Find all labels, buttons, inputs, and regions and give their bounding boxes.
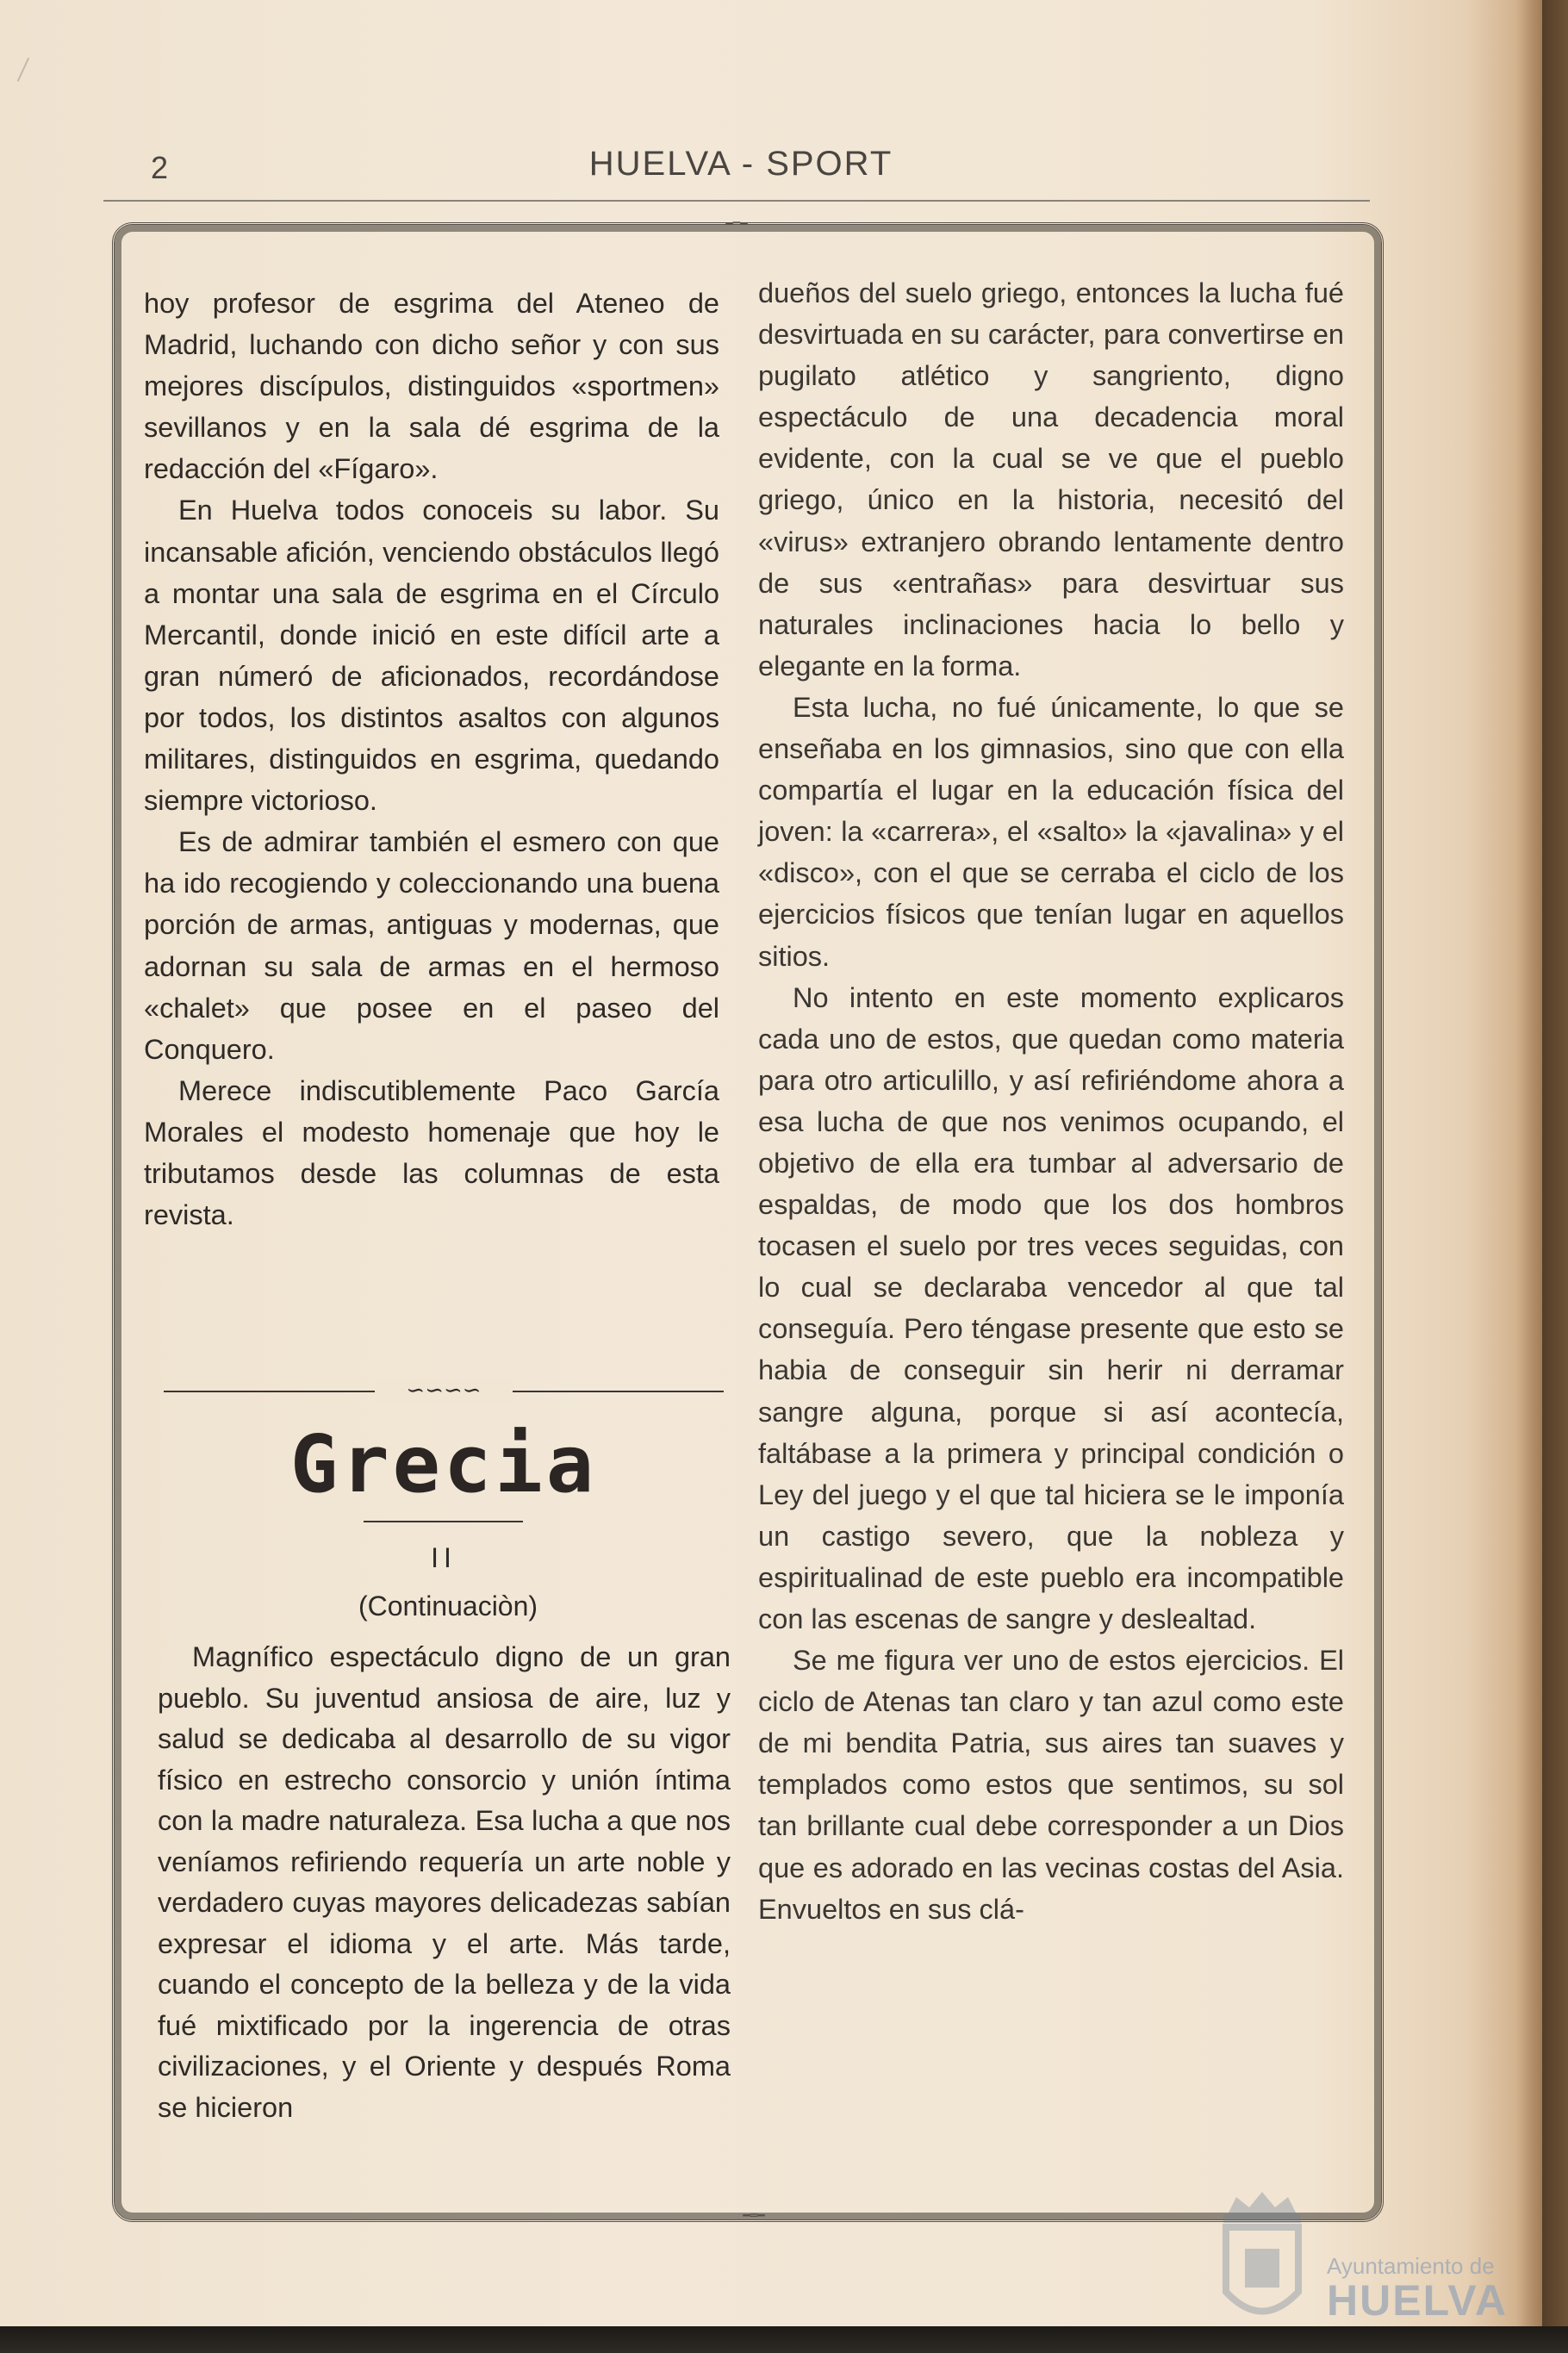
watermark [1327, 2253, 1509, 2325]
title-rule [364, 1521, 523, 1522]
paragraph: No intento en este momento explicaros cada uno de estos, que quedan como materia para otro articulillo, y así refiriéndome ahora a esa lucha de que nos venimos ocupando, el objetivo de ella era tumbar al adversario de espaldas, de modo que los dos hombros tocasen el suelo por tres veces seguidas, con lo cual se declaraba vencedor al que tal conseguía. Pero téngase presente que esto se habia de conseguir sin herir ni derramar sangre alguna, porque si así acontecía, faltábase a la primera y principal condición o Ley del juego y el que tal hiciera se le imponía un castigo severo, que la nobleza y espiritualinad de este pueblo era incompatible con las escenas de sangre y deslealtad. [758, 981, 1344, 1634]
paragraph: Magnífico espectáculo digno de un gran pueblo. Su juventud ansiosa de aire, luz y salud se dedicaba al desarrollo de su vigor físico en estrecho consorcio y unión íntima con la madre naturaleza. Esa lucha a que nos veníamos refiriendo requería un arte noble y verdadero cuyas mayores delicadezas sabían expresar el idioma y el arte. Más tarde, cuando el concepto de la belleza y de la vida fué mixtificado por la ingerencia de otras civilizaciones, y el Oriente y después Roma se hicieron [158, 1641, 731, 2123]
pencil-mark [17, 58, 46, 89]
separator-ornament: ∽∽∽∽ [375, 1379, 513, 1402]
page-number: 2 [151, 150, 169, 185]
article-right-text [758, 272, 1344, 1930]
watermark-line1: Ayuntamiento de [1327, 2253, 1495, 2279]
frame-ornament-bottom: ━═━ [743, 2209, 765, 2223]
paragraph: Se me figura ver uno de estos ejercicios. El ciclo de Atenas tan claro y tan azul como este de mi bendita Patria, sus aires tan suaves y templados como estos que sentimos, su sol tan brillante cual debe corresponder a un Dios que es adorado en las vecinas costas del Asia. Envueltos en sus clá- [758, 1645, 1344, 1925]
city-seal-icon [1210, 2180, 1314, 2335]
paragraph: Es de admirar también el esmero con que ha ido recogiendo y coleccionando una buena porción de armas, antiguas y modernas, que adornan su sala de armas en el hermoso «chalet» que posee en el paseo del Conquero. [144, 826, 719, 1065]
article-title: Grecia [289, 1418, 598, 1510]
paragraph: dueños del suelo griego, entonces la lucha fué desvirtuada en su carácter, para convertirse en pugilato atlético y sangriento, digno espectáculo de una decadencia moral evidente, con la cual se ve que el pueblo griego, único en la historia, necesitó del «virus» extranjero obrando lentamente dentro de sus «entrañas» para desvirtuar sus naturales inclinaciones hacia lo bello y elegante en la forma. [758, 277, 1344, 682]
paragraph: Esta lucha, no fué únicamente, lo que se enseñaba en los gimnasios, sino que con ella compartía el lugar en la educación física del joven: la «carrera», el «salto» la «javalina» y el «disco», con el que se cerraba el ciclo de los ejercicios físicos que tenían lugar en aquellos sitios. [758, 691, 1344, 972]
section-separator [164, 1378, 724, 1404]
paragraph: Merece indiscutiblemente Paco García Morales el modesto homenaje que hoy le tributamos desde las columnas de esta revista. [144, 1074, 719, 1231]
scan-background [0, 2326, 1568, 2353]
running-head [103, 145, 1378, 196]
article-continuation: (Continuaciòn) [358, 1590, 538, 1622]
header-rule [103, 200, 1370, 202]
article-part-number: II [431, 1542, 457, 1573]
watermark-line2: HUELVA [1327, 2276, 1509, 2325]
article-left-text [158, 1637, 731, 2128]
paragraph: En Huelva todos conoceis su labor. Su incansable afición, venciendo obstáculos llegó a montar una sala de esgrima en el Círculo Mercantil, donde inició en este difícil arte a gran númeró de aficionados, recordándose por todos, los distintos asaltos con algunos militares, distinguidos en esgrima, quedando siempre victorioso. [144, 495, 719, 817]
paragraph: hoy profesor de esgrima del Ateneo de Madrid, luchando con dicho señor y con sus mejores discípulos, distinguidos «sportmen» sevillanos y en la sala dé esgrima de la redacción del «Fígaro». [144, 288, 719, 485]
journal-title: HUELVA - SPORT [588, 145, 893, 183]
frame-ornament-top: ━═━ [725, 217, 748, 231]
page-edge-shadow [1516, 0, 1568, 2353]
left-column-text [144, 283, 719, 1236]
